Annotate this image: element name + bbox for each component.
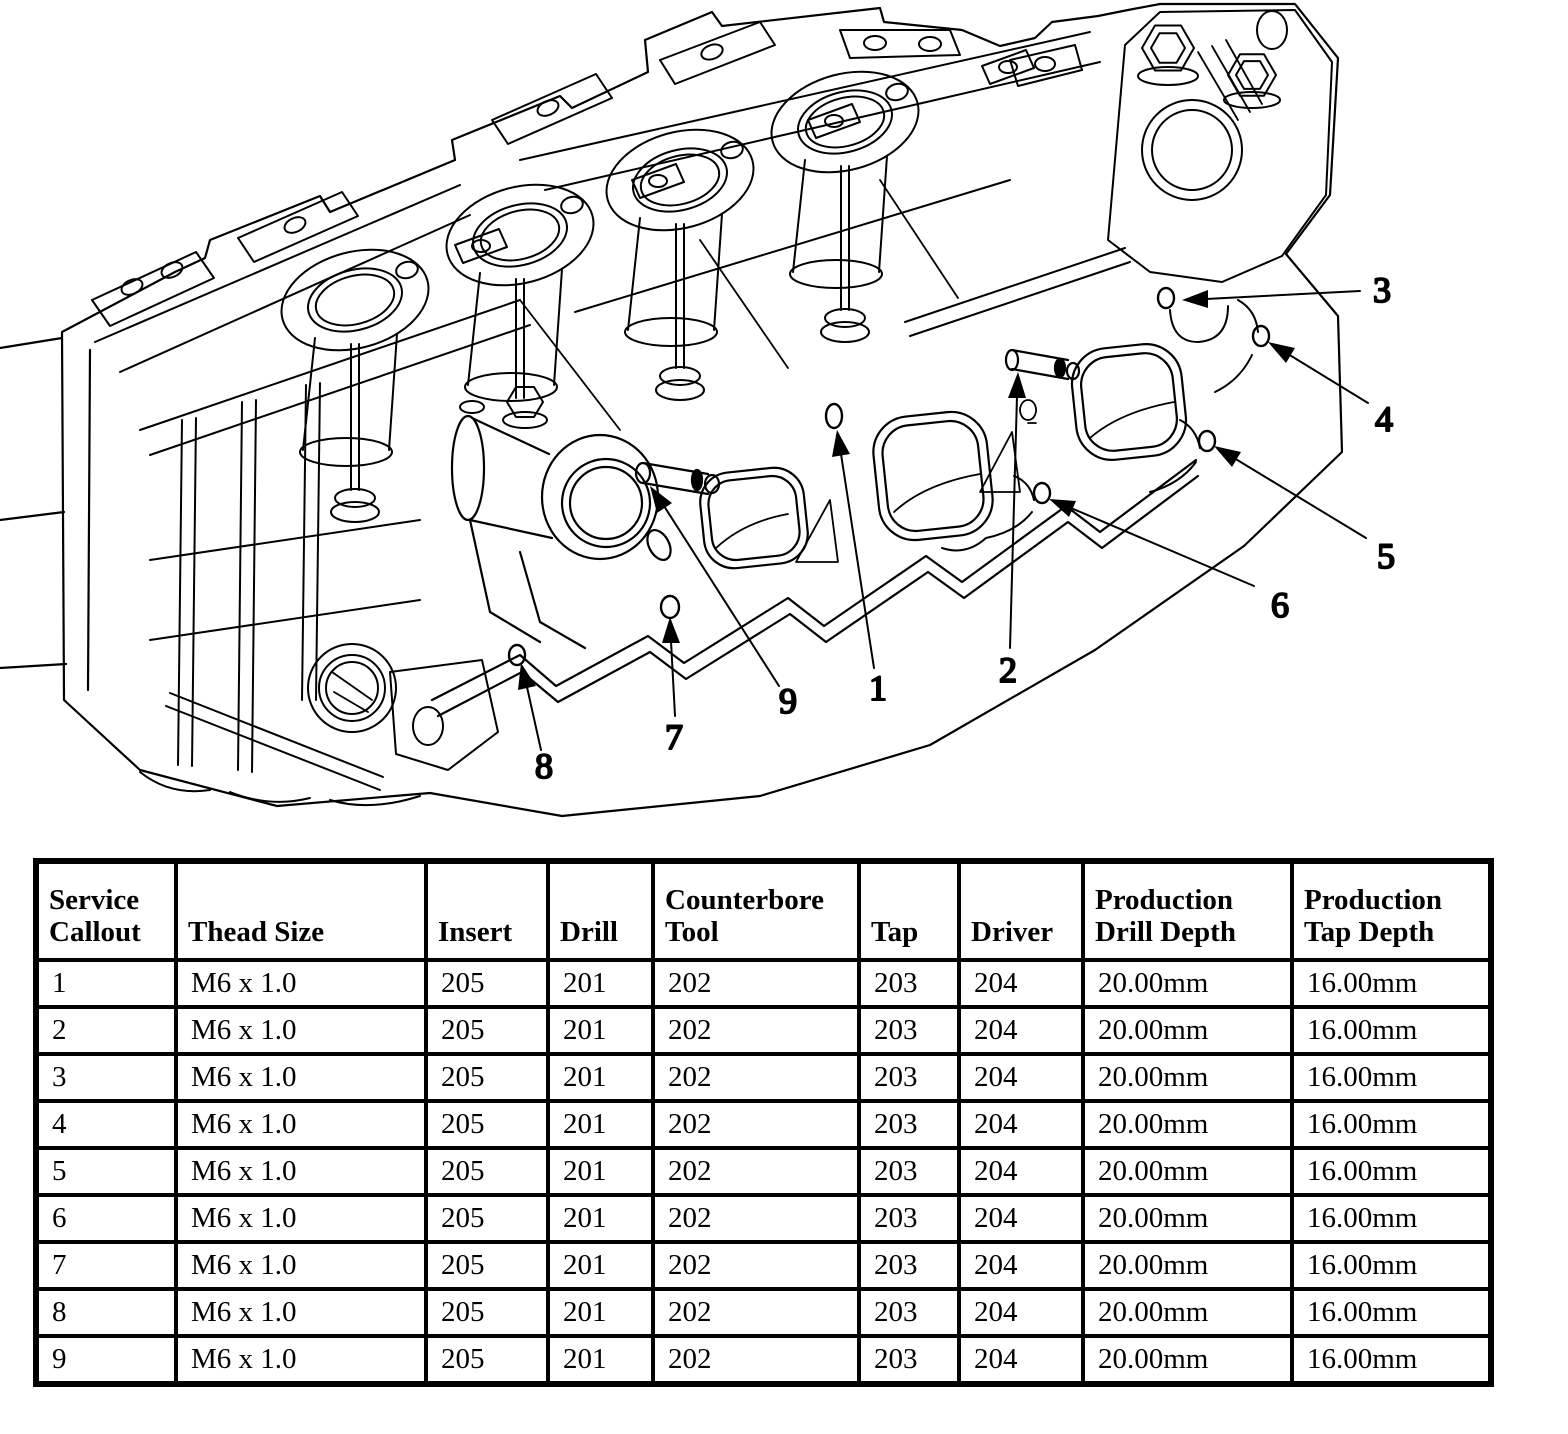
table-cell: 201	[548, 1148, 653, 1195]
table-cell: 204	[959, 1007, 1083, 1054]
table-cell: M6 x 1.0	[176, 1336, 426, 1384]
table-cell: 20.00mm	[1083, 1242, 1292, 1289]
table-cell: 204	[959, 960, 1083, 1007]
table-cell: 201	[548, 1242, 653, 1289]
table-cell: 4	[36, 1101, 176, 1148]
column-header-counterbore-tool: Counterbore Tool	[653, 861, 859, 960]
table-cell: 20.00mm	[1083, 1336, 1292, 1384]
table-cell: 201	[548, 1054, 653, 1101]
table-cell: 202	[653, 1101, 859, 1148]
table-cell: 204	[959, 1289, 1083, 1336]
table-cell: 201	[548, 1289, 653, 1336]
table-cell: 20.00mm	[1083, 1195, 1292, 1242]
table-row	[36, 1195, 1491, 1242]
table-cell: 203	[859, 1242, 959, 1289]
table-cell: 204	[959, 1054, 1083, 1101]
table-cell: M6 x 1.0	[176, 1242, 426, 1289]
table-row	[36, 1007, 1491, 1054]
callout-label-2: 2	[999, 650, 1017, 690]
column-header-driver: Driver	[959, 861, 1083, 960]
table-cell: 5	[36, 1148, 176, 1195]
table-cell: 203	[859, 1007, 959, 1054]
callout-label-3: 3	[1373, 270, 1391, 310]
table-row	[36, 1101, 1491, 1148]
table-cell: 205	[426, 1007, 548, 1054]
table-cell: M6 x 1.0	[176, 1289, 426, 1336]
table-cell: 201	[548, 1101, 653, 1148]
table-row	[36, 960, 1491, 1007]
table-cell: 203	[859, 1054, 959, 1101]
table-row	[36, 1054, 1491, 1101]
table-cell: 3	[36, 1054, 176, 1101]
table-cell: 16.00mm	[1292, 960, 1491, 1007]
table-cell: 202	[653, 1148, 859, 1195]
table-cell: 201	[548, 960, 653, 1007]
table-cell: 20.00mm	[1083, 1054, 1292, 1101]
table-cell: 201	[548, 1195, 653, 1242]
table-cell: 16.00mm	[1292, 1289, 1491, 1336]
table-cell: M6 x 1.0	[176, 1007, 426, 1054]
table-cell: 16.00mm	[1292, 1195, 1491, 1242]
table-cell: 202	[653, 960, 859, 1007]
table-row	[36, 1242, 1491, 1289]
table-cell: 204	[959, 1242, 1083, 1289]
column-header-production-drill-depth: Production Drill Depth	[1083, 861, 1292, 960]
table-cell: 8	[36, 1289, 176, 1336]
table-header-row	[36, 861, 1491, 960]
table-cell: 203	[859, 1148, 959, 1195]
table-cell: 205	[426, 1289, 548, 1336]
column-header-insert: Insert	[426, 861, 548, 960]
table-cell: 16.00mm	[1292, 1101, 1491, 1148]
table-cell: 201	[548, 1336, 653, 1384]
table-cell: 202	[653, 1007, 859, 1054]
table-cell: 20.00mm	[1083, 1289, 1292, 1336]
column-header-thead-size: Thead Size	[176, 861, 426, 960]
table-cell: 16.00mm	[1292, 1007, 1491, 1054]
table-cell: 6	[36, 1195, 176, 1242]
table-cell: 202	[653, 1289, 859, 1336]
table-cell: 203	[859, 1101, 959, 1148]
table-cell: 20.00mm	[1083, 1148, 1292, 1195]
table-cell: 1	[36, 960, 176, 1007]
table-cell: M6 x 1.0	[176, 1054, 426, 1101]
table-cell: 202	[653, 1054, 859, 1101]
table-cell: M6 x 1.0	[176, 1195, 426, 1242]
table-cell: 2	[36, 1007, 176, 1054]
callout-label-5: 5	[1377, 536, 1395, 576]
table-cell: 202	[653, 1195, 859, 1242]
table-cell: 203	[859, 1336, 959, 1384]
table-row	[36, 1148, 1491, 1195]
table-cell: 205	[426, 960, 548, 1007]
column-header-tap: Tap	[859, 861, 959, 960]
table-cell: 202	[653, 1242, 859, 1289]
table-cell: 201	[548, 1007, 653, 1054]
table-cell: 16.00mm	[1292, 1336, 1491, 1384]
table-cell: 204	[959, 1336, 1083, 1384]
table-cell: 205	[426, 1242, 548, 1289]
callout-label-4: 4	[1375, 399, 1393, 439]
table-cell: 7	[36, 1242, 176, 1289]
table-row	[36, 1336, 1491, 1384]
table-row	[36, 1289, 1491, 1336]
column-header-production-tap-depth: Production Tap Depth	[1292, 861, 1491, 960]
service-callout-table	[33, 858, 1494, 1387]
table-cell: 205	[426, 1054, 548, 1101]
column-header-drill: Drill	[548, 861, 653, 960]
table-cell: 20.00mm	[1083, 1007, 1292, 1054]
table-cell: 203	[859, 1289, 959, 1336]
table-cell: 202	[653, 1336, 859, 1384]
table-cell: 205	[426, 1336, 548, 1384]
table-cell: 204	[959, 1148, 1083, 1195]
table-cell: M6 x 1.0	[176, 1101, 426, 1148]
callout-label-6: 6	[1271, 585, 1289, 625]
callout-label-9: 9	[779, 681, 797, 721]
table-cell: 204	[959, 1101, 1083, 1148]
table-cell: 203	[859, 960, 959, 1007]
table-cell: M6 x 1.0	[176, 1148, 426, 1195]
table-cell: 203	[859, 1195, 959, 1242]
table-cell: 16.00mm	[1292, 1148, 1491, 1195]
table-cell: 16.00mm	[1292, 1242, 1491, 1289]
table-cell: 204	[959, 1195, 1083, 1242]
table-cell: 16.00mm	[1292, 1054, 1491, 1101]
table-cell: 9	[36, 1336, 176, 1384]
table-cell: 20.00mm	[1083, 1101, 1292, 1148]
callout-label-7: 7	[665, 717, 683, 757]
column-header-service-callout: Service Callout	[36, 861, 176, 960]
callout-label-8: 8	[535, 746, 553, 786]
table-cell: 205	[426, 1148, 548, 1195]
table-cell: 20.00mm	[1083, 960, 1292, 1007]
table-cell: M6 x 1.0	[176, 960, 426, 1007]
callout-label-1: 1	[869, 668, 887, 708]
table-cell: 205	[426, 1195, 548, 1242]
table-cell: 205	[426, 1101, 548, 1148]
